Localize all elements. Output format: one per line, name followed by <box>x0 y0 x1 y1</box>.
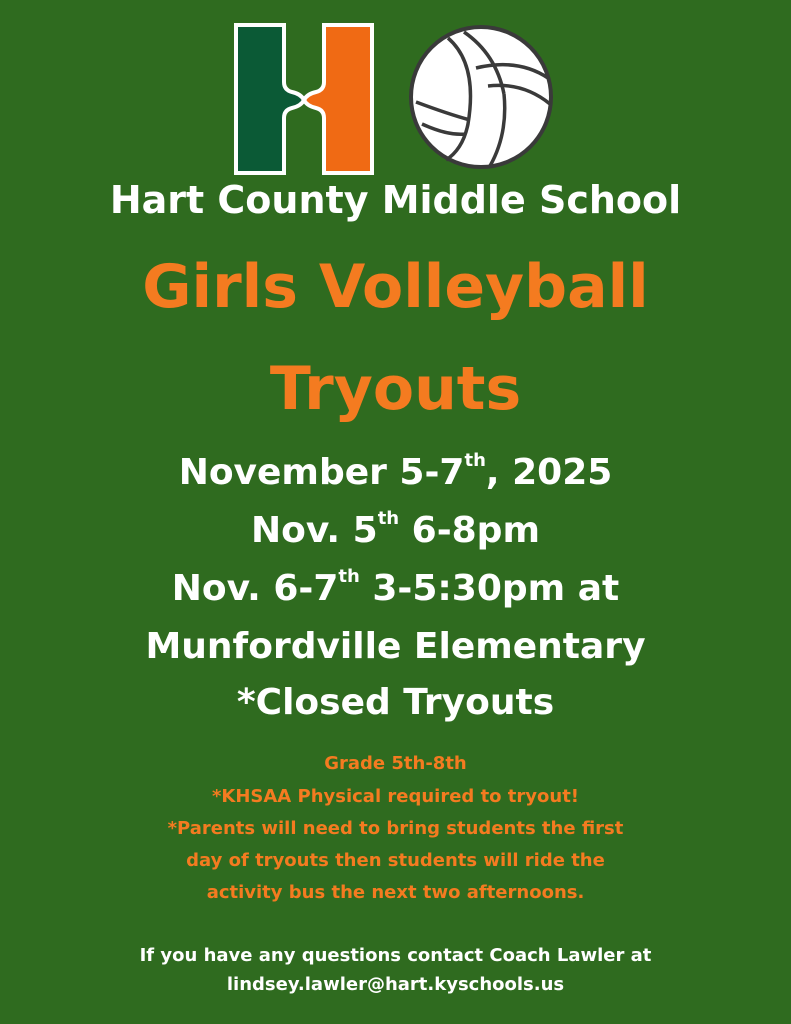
school-h-logo <box>233 22 375 176</box>
transport-note-line-2: day of tryouts then students will ride the <box>186 850 605 871</box>
title-line-1: Girls Volleyball <box>142 252 649 322</box>
contact-email: lindsey.lawler@hart.kyschools.us <box>226 974 565 995</box>
volleyball-icon <box>408 24 554 170</box>
transport-note-line-3: activity bus the next two afternoons. <box>206 882 585 903</box>
grade-note: Grade 5th-8th <box>324 753 467 774</box>
session-2-time: Nov. 6-7th 3-5:30pm at <box>171 566 620 609</box>
school-name: Hart County Middle School <box>109 178 682 222</box>
title-line-2: Tryouts <box>269 354 522 424</box>
date-range: November 5-7th, 2025 <box>178 450 613 493</box>
transport-note-line-1: *Parents will need to bring students the first <box>167 818 624 839</box>
session-1-time: Nov. 5th 6-8pm <box>251 508 540 551</box>
contact-text: If you have any questions contact Coach Lawler at <box>139 945 652 966</box>
location: Munfordville Elementary <box>145 626 646 667</box>
closed-tryouts-note: *Closed Tryouts <box>236 682 555 723</box>
physical-note: *KHSAA Physical required to tryout! <box>211 786 580 807</box>
